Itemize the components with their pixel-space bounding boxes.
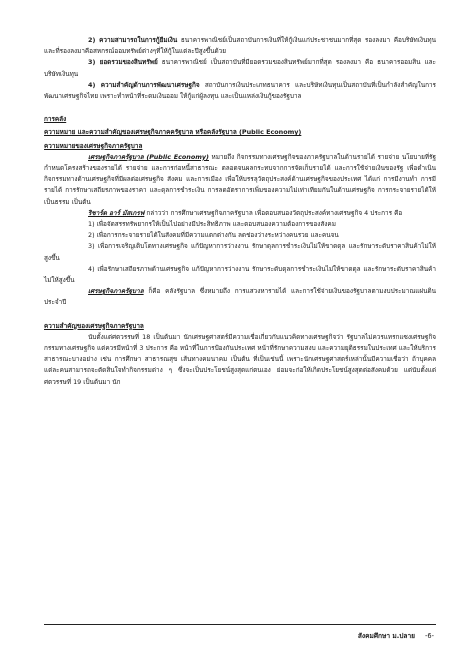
fiscal-text: ก็คือ คลังรัฐบาล ซึ่งหมายถึง การแสวงหารายได้ และการใช้จ่ายเงินของรัฐบาลตามงบประมาณแผ่นดินประจำปี [44, 287, 436, 307]
footer-title: สังคมศึกษา ม.ปลาย [357, 632, 416, 640]
item-text: สถาบันการเงินประเภทธนาคาร และบริษัทเงินทุนเป็นสถาบันที่เป็นกำลังสำคัญในการพัฒนาเศรษฐกิจไทย เพราะทำหน้าที่ระดมเงินออม ให้กู้แก่ผู้ลงทุน และเป็นแหล่งเงินกู้ของรัฐบาล [44, 80, 436, 101]
objective-item: 3) เพื่อการเจริญเติบโตทางเศรษฐกิจ แก้ปัญหาการว่างงาน รักษาดุลการชำระเงินไม่ให้ขาดดุล และรักษาระดับราคาสินค้าไม่ให้สูงขึ้น [44, 242, 436, 262]
musgrave-paragraph [44, 208, 436, 219]
footer-divider [44, 624, 436, 625]
fiscal-definition-paragraph [44, 286, 436, 308]
importance-paragraph: นับตั้งแต่ศตวรรษที่ 18 เป็นต้นมา นักเศรษฐศาสตร์มีความเชื่อเกี่ยวกับแนวคิดทางเศรษฐกิจว่า รัฐบาลไม่ควรแทรกแซงเศรษฐกิจกรรมทางเศรษฐกิจ แต่ควรมีหน้าที่ 3 ประการ คือ หน้าที่ในการป้องกันประเทศ หน้าที่รักษาความสงบ และความยุติธรรมในประเทศ และให้บริการสาธารณะบางอย่าง เช่น การศึกษา สาธารณสุข เส้นทางคมนาคม เป็นต้น ที่เป็นเช่นนี้ เพราะนักเศรษฐศาสตร์เหล่านั้นมีความเชื่อว่า ถ้าบุคคลแต่ละคนสามารถจะตัดสินใจทำกิจกรรมต่าง ๆ ซึ่งจะเป็นประโยชน์สูงสุดแก่ตนเอง ย่อมจะก่อให้เกิดประโยชน์สูงสุดต่อสังคมด้วย แต่นับตั้งแต่ศตวรรษที่ 19 เป็นต้นมา นัก [44, 332, 436, 386]
item-economic-development [44, 80, 436, 102]
item-total-assets [44, 57, 436, 79]
item-lead: 2) ความสามารถในการกู้ยืมเงิน [88, 36, 178, 44]
author-name: ริชาร์ด อาร์ มัสเกรฟ [88, 208, 145, 217]
meaning-heading: ความหมายของเศรษฐกิจภาครัฐบาล [44, 141, 143, 150]
fiscal-term: เศรษฐกิจภาครัฐบาล [88, 287, 144, 296]
item-lead: 4) ความสำคัญด้านการพัฒนาเศรษฐกิจ [88, 80, 200, 89]
spacer [44, 309, 436, 319]
page-number: -6- [425, 632, 434, 640]
page-body [44, 35, 436, 388]
musgrave-text: กล่าวว่า การศึกษาเศรษฐกิจภาครัฐบาล เพื่อตอบสนองวัตถุประสงค์ทางเศรษฐกิจ 4 ประการ คือ [144, 208, 403, 217]
page-footer [358, 630, 434, 641]
item-text: ธนาคารพาณิชย์เป็นสถาบันการเงินที่ให้กู้เงินแก่ประชาชนมากที่สุด รองลงมา คือบริษัทเงินทุน และที่รองลงมาคือสหกรณ์ออมทรัพย์ต่างๆที่ให้กู้ในแต่ละปีสูงขึ้นด้วย [44, 36, 436, 56]
fiscal-heading: การคลัง [44, 115, 67, 124]
importance-heading: ความสำคัญของเศรษฐกิจภาครัฐบาล [44, 321, 144, 330]
spacer [44, 102, 436, 112]
definition-paragraph [44, 152, 436, 208]
objective-item: 2) เพื่อการกระจายรายได้ในสังคมที่มีความแตกต่างกัน ลดช่องว่างระหว่างคนรวย และคนจน [88, 231, 339, 240]
definition-term: เศรษฐกิจภาครัฐบาล (Public Economy) [88, 152, 209, 161]
definition-text: หมายถึง กิจกรรมทางเศรษฐกิจของภาครัฐบาลในด้านรายได้ รายจ่าย นโยบายที่รัฐกำหนดโครงสร้างของรายได้ รายจ่าย และการก่อหนี้สาธารณะ ตลอดจนผลกระทบจากการจัดเก็บรายได้ และการใช้จ่ายเงินของรัฐ เพื่อดำเนินกิจกรรมทางด้านเศรษฐกิจที่มีผลต่อเศรษฐกิจ สังคม และการเมือง เพื่อให้บรรลุวัตถุประสงค์ด้านเศรษฐกิจของประเทศ ได้แก่ การมีงานทำ การมีรายได้ การรักษาเสถียรภาพของราคา และดุลการชำระเงิน การลดอัตราการเพิ่มของความไม่เท่าเทียมกันในด้านเศรษฐกิจ การกระจายรายได้ให้เป็นธรรม เป็นต้น [44, 152, 436, 206]
item-text: ธนาคารพาณิชย์ เป็นสถาบันที่มียอดรวมของสินทรัพย์มากที่สุด รองลงมา คือ ธนาคารออมสิน และบริษัทเงินทุน [44, 58, 436, 78]
objective-item: 1) เพื่อจัดสรรทรัพยากรให้เป็นไปอย่างมีประสิทธิภาพ และตอบสนองความต้องการของสังคม [88, 220, 336, 229]
item-borrowing-capacity [44, 35, 436, 57]
public-economy-heading: ความหมาย และความสำคัญของเศรษฐกิจภาคครัฐบาล หรือคลังรัฐบาล (Public Economy) [44, 128, 302, 137]
item-lead: 3) ยอดรวมของสินทรัพย์ [88, 58, 158, 67]
objective-item: 4) เพื่อรักษาเสถียรภาพด้านเศรษฐกิจ แก้ปัญหาการว่างงาน รักษาระดับดุลการชำระเงินไม่ให้ขาดดุล และรักษาระดับราคาสินค้าไม่ให้สูงขึ้น [44, 264, 436, 285]
